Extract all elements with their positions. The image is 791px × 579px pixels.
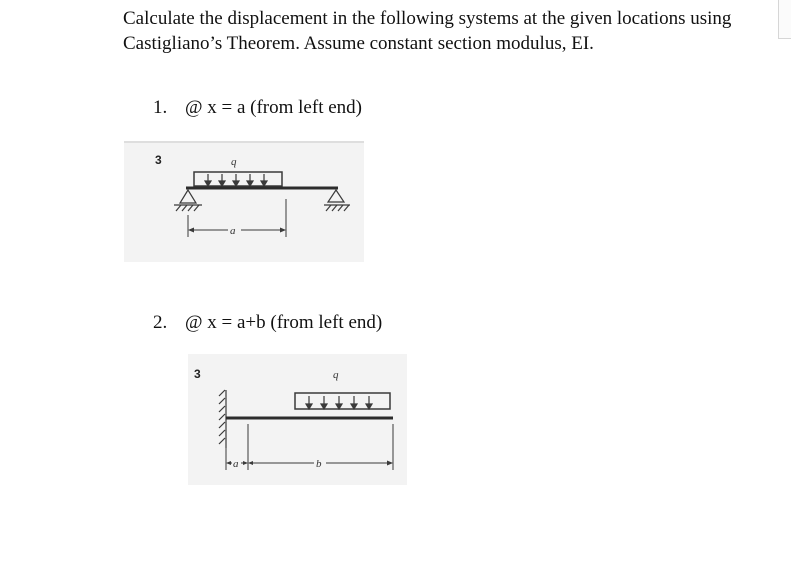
question-1-text: @ x = a (from left end) bbox=[185, 97, 362, 118]
question-2 bbox=[153, 311, 382, 335]
right-roller-support bbox=[324, 190, 350, 211]
load-arrows bbox=[205, 174, 267, 186]
figure-1-load-label: q bbox=[231, 156, 237, 168]
figure-2-dimension-a-label: a bbox=[233, 458, 239, 470]
figure-2-number: 3 bbox=[194, 367, 201, 381]
dimension-a bbox=[188, 199, 286, 237]
figure-1-simply-supported-beam bbox=[124, 141, 364, 262]
question-2-text: @ x = a+b (from left end) bbox=[185, 312, 383, 333]
load-arrows bbox=[306, 396, 372, 409]
figure-2-dimension-b-label: b bbox=[316, 458, 322, 470]
problem-statement: Calculate the displacement in the following systems at the given locations using Castigliano’s Theorem. Assume constant section modulus, EI. bbox=[123, 8, 732, 54]
figure-2-cantilever-beam bbox=[188, 354, 407, 485]
figure-2-drawing bbox=[188, 354, 407, 485]
figure-1-dimension-label: a bbox=[230, 225, 236, 237]
figure-2-load-label: q bbox=[333, 369, 339, 381]
left-pin-support bbox=[174, 190, 202, 211]
window-edge-box bbox=[778, 0, 791, 39]
figure-1-number: 3 bbox=[155, 153, 162, 167]
figure-1-drawing bbox=[124, 141, 364, 262]
question-1-number: 1. bbox=[153, 97, 168, 118]
fixed-wall-support bbox=[219, 390, 226, 448]
question-1 bbox=[153, 96, 362, 120]
question-2-number: 2. bbox=[153, 312, 168, 333]
